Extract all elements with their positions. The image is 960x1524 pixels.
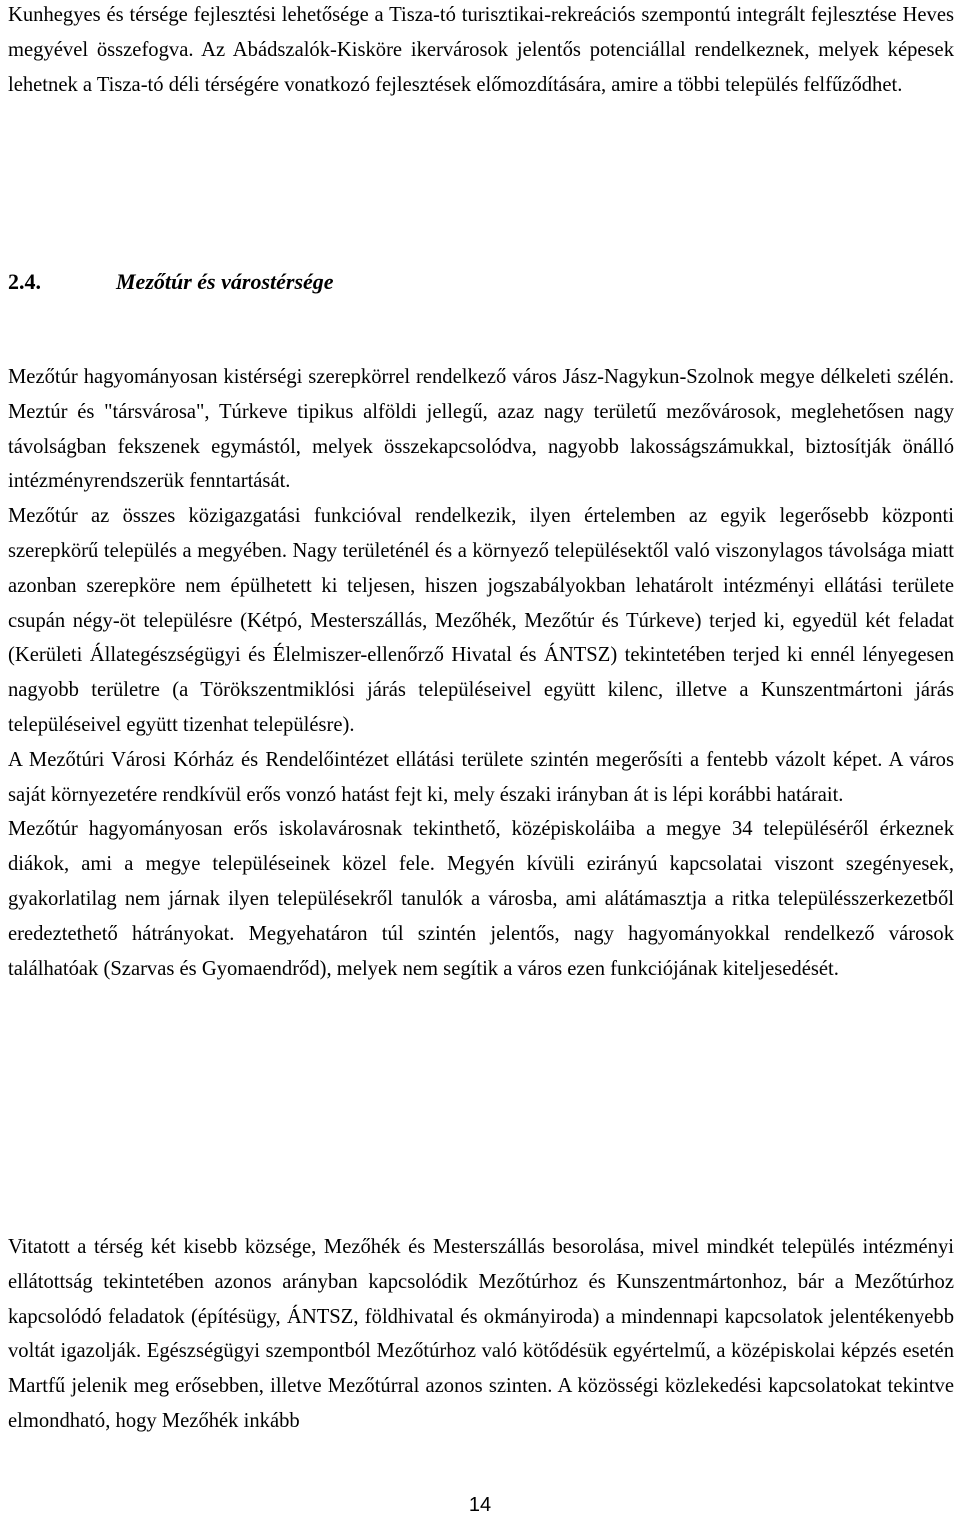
- paragraph-2: Mezőtúr az összes közigazgatási funkcióval rendelkezik, ilyen értelemben az egyik legerősebb központi szerepkörű település a megyében. Nagy területénél és a környező településektől való viszonylagos távolsága miatt azonban szerepköre nem épülhetett ki teljesen, hiszen jogszabályokban lehatárolt intézményi ellátási területe csupán négy-öt településre (Kétpó, Mesterszállás, Mezőhék, Mezőtúr és Túrkeve) terjed ki, egyedül két feladat (Kerületi Állategészségügyi és Élelmiszer-ellenőrző Hivatal és ÁNTSZ) tekintetében terjed ki ennél lényegesen nagyobb területre (a Törökszentmiklósi járás településeivel együtt kilenc, illetve a Kunszentmártoni járás településeivel együtt tizenhat településre).: [8, 505, 954, 736]
- body-text: [8, 360, 954, 986]
- page-number: 14: [468, 1494, 492, 1516]
- paragraph-4: Mezőtúr hagyományosan erős iskolavárosnak tekinthető, középiskoláiba a megye 34 településéről érkeznek diákok, ami a megye településeinek közel fele. Megyén kívüli ezirányú kapcsolatai viszont szegényesek, gyakorlatilag nem járnak ilyen településekről tanulók a városba, ami alátámasztja a ritka településszerkezetből eredeztethető hátrányokat. Megyehatáron túl szintén jelentős, nagy hagyományokkal rendelkező városok találhatóak (Szarvas és Gyomaendrőd), melyek nem segítik a város ezen funkciójának kiteljesedését.: [8, 818, 954, 980]
- paragraph-5: Vitatott a térség két kisebb községe, Mezőhék és Mesterszállás besorolása, mivel mindkét település intézményi ellátottság tekintetében azonos arányban kapcsolódik Mezőtúrhoz és Kunszentmártonhoz, bár a Mezőtúrhoz kapcsolódó feladatok (építésügy, ÁNTSZ, földhivatal és okmányiroda) a mindennapi kapcsolatok jelentékenyebb voltát igazolják. Egészségügyi szempontból Mezőtúrhoz való kötődésük egyértelmű, a középiskolai képzés esetén Martfű jelenik meg erősebben, illetve Mezőtúrral azonos szinten. A közösségi közlekedési kapcsolatokat tekintve elmondható, hogy Mezőhék inkább: [8, 1236, 954, 1432]
- paragraph-3: A Mezőtúri Városi Kórház és Rendelőintézet ellátási területe szintén megerősíti a fentebb vázolt képet. A város saját környezetére rendkívül erős vonzó hatást fejt ki, mely északi irányban át is lépi korábbi határait.: [8, 748, 954, 806]
- section-heading: [8, 265, 954, 300]
- section-title: Mezőtúr és várostérsége: [116, 269, 334, 294]
- intro-paragraph: Kunhegyes és térsége fejlesztési lehetősége a Tisza-tó turisztikai-rekreációs szempontú integrált fejlesztése Heves megyével összefogva. Az Abádszalók-Kisköre ikervárosok jelentős potenciállal rendelkeznek, melyek képesek lehetnek a Tisza-tó déli térségére vonatkozó fejlesztések előmozdítására, amire a többi település felfűződhet.: [8, 4, 954, 96]
- section-number: 2.4.: [8, 269, 41, 294]
- paragraph-1: Mezőtúr hagyományosan kistérségi szerepkörrel rendelkező város Jász-Nagykun-Szolnok megye délkeleti szélén. Meztúr és "társvárosa", Túrkeve tipikus alföldi jellegű, azaz nagy területű mezővárosok, meglehetősen nagy távolságban fekszenek egymástól, melyek összekapcsolódva, nagyobb lakosságszámukkal, biztosítják önálló intézményrendszerük fenntartását.: [8, 366, 954, 493]
